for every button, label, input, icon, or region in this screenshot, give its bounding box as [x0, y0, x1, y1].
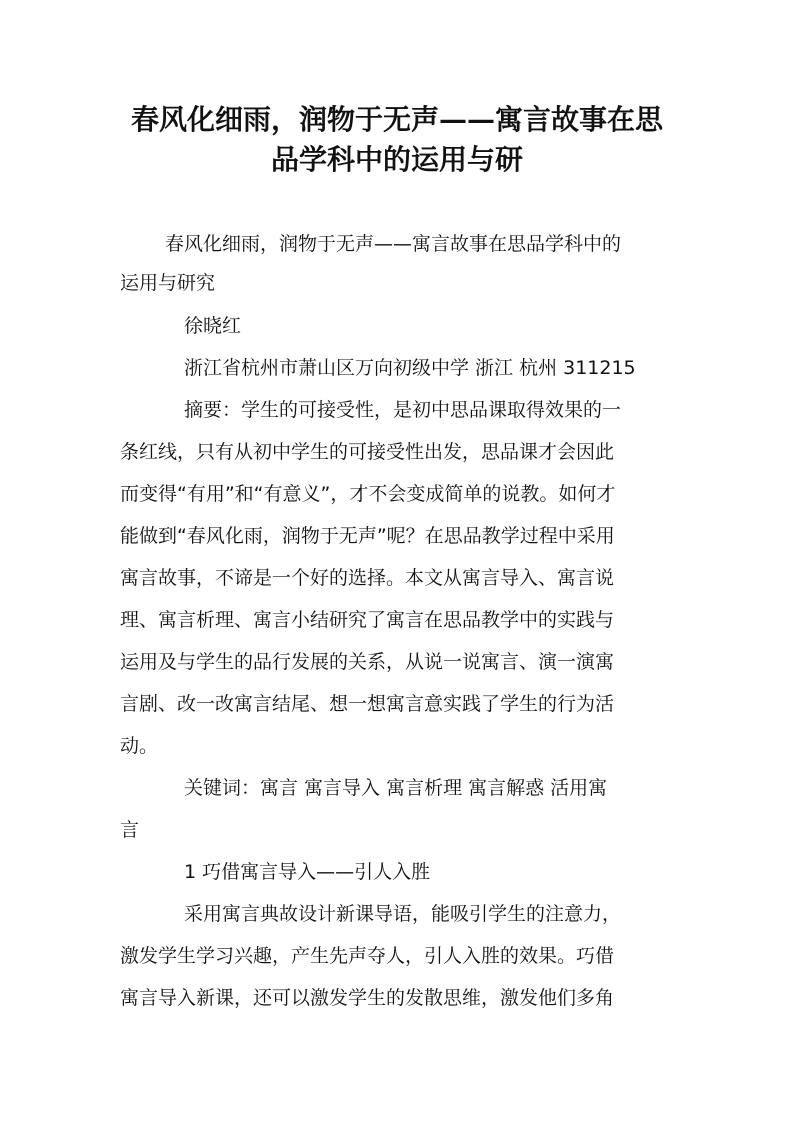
document-title-line-1: 春风化细雨，润物于无声——寓言故事在思	[130, 103, 663, 136]
abstract-line: 动。	[120, 735, 159, 757]
abstract-line: 摘要：学生的可接受性，是初中思品课取得效果的一	[184, 399, 622, 421]
keywords-line: 言	[120, 819, 140, 841]
paragraph-line: 寓言导入新课，还可以激发学生的发散思维，激发他们多角	[120, 987, 615, 1009]
paragraph-line: 采用寓言典故设计新课导语，能吸引学生的注意力，	[184, 903, 622, 925]
abstract-line: 条红线，只有从初中学生的可接受性出发，思品课才会因此	[120, 441, 615, 463]
subtitle-line-2: 运用与研究	[120, 272, 216, 294]
abstract-line: 运用及与学生的品行发展的关系，从说一说寓言、演一演寓	[120, 651, 615, 673]
section-heading: 1 巧借寓言导入——引人入胜	[184, 861, 431, 883]
abstract-line: 而变得“有用”和“有意义”，才不会变成简单的说教。如何才	[120, 483, 616, 505]
abstract-line: 寓言故事，不谛是一个好的选择。本文从寓言导入、寓言说	[120, 567, 615, 589]
abstract-line: 言剧、改一改寓言结尾、想一想寓言意实践了学生的行为活	[120, 693, 615, 715]
author-name: 徐晓红	[184, 315, 242, 337]
abstract-line: 理、寓言析理、寓言小结研究了寓言在思品教学中的实践与	[120, 609, 615, 631]
author-affiliation: 浙江省杭州市萧山区万向初级中学 浙江 杭州 311215	[184, 357, 636, 379]
document-title-line-2: 品学科中的运用与研	[270, 143, 523, 176]
keywords-line: 关键词：寓言 寓言导入 寓言析理 寓言解惑 活用寓	[184, 777, 608, 799]
subtitle-line-1: 春风化细雨，润物于无声——寓言故事在思品学科中的	[165, 233, 622, 255]
paragraph-line: 激发学生学习兴趣，产生先声夺人，引人入胜的效果。巧借	[120, 945, 615, 967]
abstract-line: 能做到“春风化雨，润物于无声”呢？在思品教学过程中采用	[120, 525, 615, 547]
